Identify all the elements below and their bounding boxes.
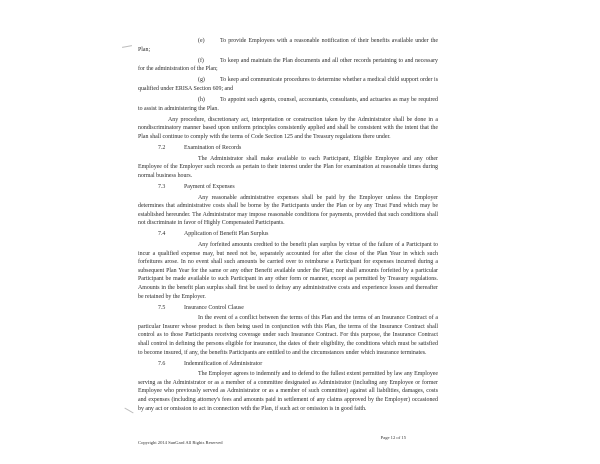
section-paragraph: Any reasonable administrative expenses shall be paid by the Employer unless the Employer determines that administrative costs shall be borne by the Participants under the Plan or by any Trust Fund which may be established hereunder. The Administrator may impose reasonable conditions for payments, provided that such conditions shall not discriminate in favor of Highly Compensated Participants. xyxy=(138,194,438,227)
section-title: Insurance Control Clause xyxy=(184,304,244,311)
section-heading xyxy=(158,144,438,153)
section-number: 7.5 xyxy=(158,304,166,311)
item-text: To appoint such agents, counsel, accountants, consultants, and actuaries as may be required to assist in administering the Plan. xyxy=(138,97,438,112)
scan-artifact xyxy=(124,408,133,414)
item-label: (g) xyxy=(198,77,205,84)
copyright-footer: Copyright 2014 SunGard All Rights Reserved xyxy=(138,440,223,446)
section-title: Examination of Records xyxy=(184,145,242,152)
section-heading xyxy=(158,304,438,313)
section-paragraph: The Employer agrees to indemnify and to defend to the fullest extent permitted by law any Employee serving as the Administrator or as a member of a committee designated as Administrator (including any Employee or former Employee who previously served as Administrator or as a member of such committee) against all liabilities, damages, costs and expenses (including attorney's fees and amounts paid in settlement of any claims approved by the Employer) occasioned by any act or omission to act in connection with the Plan, if such act or omission is in good faith. xyxy=(138,371,438,412)
scan-artifact xyxy=(122,45,132,48)
item-text: To provide Employees with a reasonable notification of their benefits available under the Plan; xyxy=(138,38,438,53)
section-number: 7.6 xyxy=(158,360,166,367)
page-footer xyxy=(138,435,406,446)
section-number: 7.2 xyxy=(158,145,166,152)
item-e xyxy=(138,37,438,54)
section-title: Application of Benefit Plan Surplus xyxy=(184,231,269,238)
item-text: To keep and communicate procedures to determine whether a medical child support order is qualified under ERISA Section 609; and xyxy=(138,77,438,92)
item-g xyxy=(138,76,438,93)
procedure-paragraph: Any procedure, discretionary act, interpretation or construction taken by the Administrator shall be done in a nondiscriminatory manner based upon uniform principles consistently applied and shall be consistent with the intent that the Plan shall continue to comply with the terms of Code Section 125 and the Treasury regulations there under. xyxy=(138,116,438,140)
section-heading xyxy=(158,183,438,192)
section-title: Indemnification of Administrator xyxy=(184,360,263,367)
item-label: (f) xyxy=(198,57,204,64)
section-number: 7.4 xyxy=(158,231,166,238)
section-paragraph: The Administrator shall make available to each Participant, Eligible Employee and any other Employee of the Employer such records as pertain to their interest under the Plan for examination at reasonable times during normal business hours. xyxy=(138,155,438,179)
section-number: 7.3 xyxy=(158,183,166,190)
item-text: To keep and maintain the Plan documents and all other records pertaining to and necessary for the administration of the Plan; xyxy=(138,57,438,73)
item-h xyxy=(138,96,438,113)
item-f xyxy=(138,57,438,74)
section-paragraph: In the event of a conflict between the terms of this Plan and the terms of an Insurance Contract of a particular Insurer whose product is then being used in conjunction with this Plan, the terms of the Insurance Contract shall control as to those Participants receiving coverage under such Insurance Contract. For this purpose, the Insurance Contract shall control in defining the persons eligible for insurance, the dates of their eligibility, the conditions which must be satisfied to become insured, if any, the benefits Participants are entitled to and the circumstances under which insurance terminates. xyxy=(138,315,438,356)
page-number: Page 12 of 15 xyxy=(380,435,406,441)
document-body xyxy=(138,0,438,456)
item-label: (h) xyxy=(198,97,205,104)
section-heading xyxy=(158,360,438,369)
section-paragraph: Any forfeited amounts credited to the benefit plan surplus by virtue of the failure of a Participant to incur a qualified expense may, but need not be, separately accounted for after the close of the Plan Year in which such forfeitures arose. In no event shall such amounts be carried over to reimburse a Participant for expenses incurred during a subsequent Plan Year for the same or any other Benefit available under the Plan; nor shall amounts forfeited by a particular Participant be made available to such Participant in any other form or manner, except as permitted by Treasury regulations. Amounts in the benefit plan surplus shall first be used to defray any administrative costs and experience losses and thereafter be retained by the Employer. xyxy=(138,241,438,300)
section-title: Payment of Expenses xyxy=(184,183,235,190)
item-label: (e) xyxy=(198,38,205,44)
section-heading xyxy=(158,230,438,239)
